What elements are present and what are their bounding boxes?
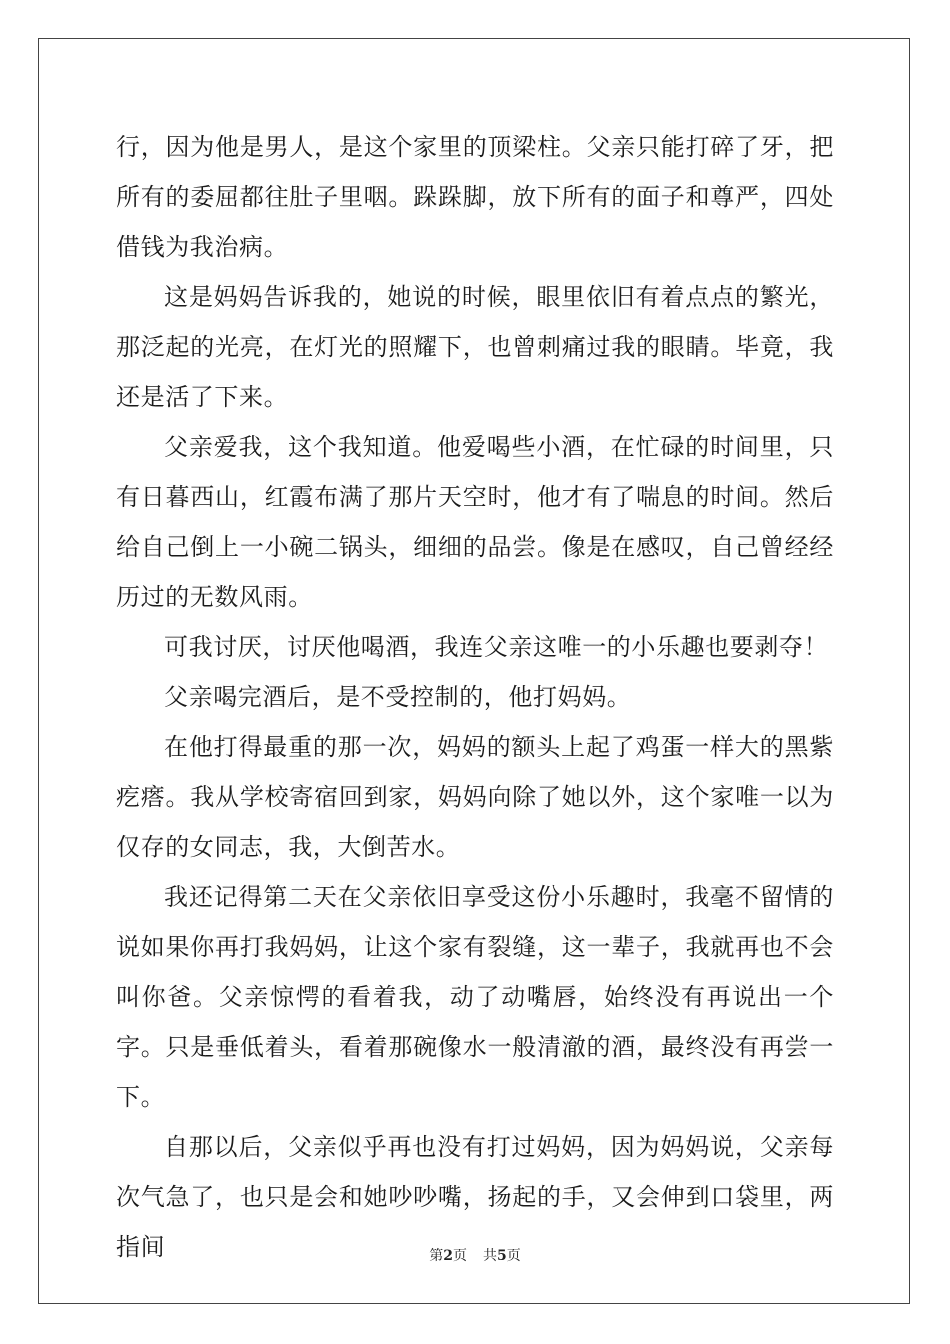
document-body: [116, 122, 834, 1272]
total-prefix: 共: [483, 1248, 497, 1264]
paragraph-3: 父亲爱我，这个我知道。他爱喝些小酒，在忙碌的时间里，只有日暮西山，红霞布满了那片天空时，他才有了喘息的时间。然后给自己倒上一小碗二锅头，细细的品尝。像是在感叹，自己曾经经历过的无数风雨。: [116, 433, 834, 611]
total-pages: 5: [497, 1248, 507, 1264]
paragraph-6: 在他打得最重的那一次，妈妈的额头上起了鸡蛋一样大的黑紫疙瘩。我从学校寄宿回到家，妈妈向除了她以外，这个家唯一以为仅存的女同志，我，大倒苦水。: [116, 733, 834, 861]
paragraph-2: 这是妈妈告诉我的，她说的时候，眼里依旧有着点点的繁光，那泛起的光亮，在灯光的照耀下，也曾刺痛过我的眼睛。毕竟，我还是活了下来。: [116, 283, 834, 411]
page-footer: [0, 1245, 950, 1265]
total-suffix: 页: [506, 1248, 521, 1264]
page-suffix: 页: [453, 1248, 467, 1264]
paragraph-1: 行，因为他是男人，是这个家里的顶梁柱。父亲只能打碎了牙，把所有的委屈都往肚子里咽。跺跺脚，放下所有的面子和尊严，四处借钱为我治病。: [116, 133, 834, 261]
paragraph-5: 父亲喝完酒后，是不受控制的，他打妈妈。: [164, 683, 632, 711]
page-prefix: 第: [429, 1248, 444, 1264]
page-number: 2: [443, 1248, 453, 1264]
paragraph-8: 自那以后，父亲似乎再也没有打过妈妈，因为妈妈说，父亲每次气急了，也只是会和她吵吵嘴，扬起的手，又会伸到口袋里，两指间: [116, 1133, 834, 1261]
paragraph-4: 可我讨厌，讨厌他喝酒，我连父亲这唯一的小乐趣也要剥夺！: [164, 633, 829, 661]
paragraph-7: 我还记得第二天在父亲依旧享受这份小乐趣时，我毫不留情的说如果你再打我妈妈，让这个家有裂缝，这一辈子，我就再也不会叫你爸。父亲惊愕的看着我，动了动嘴唇，始终没有再说出一个字。只是垂低着头，看着那碗像水一般清澈的酒，最终没有再尝一下。: [116, 883, 834, 1111]
